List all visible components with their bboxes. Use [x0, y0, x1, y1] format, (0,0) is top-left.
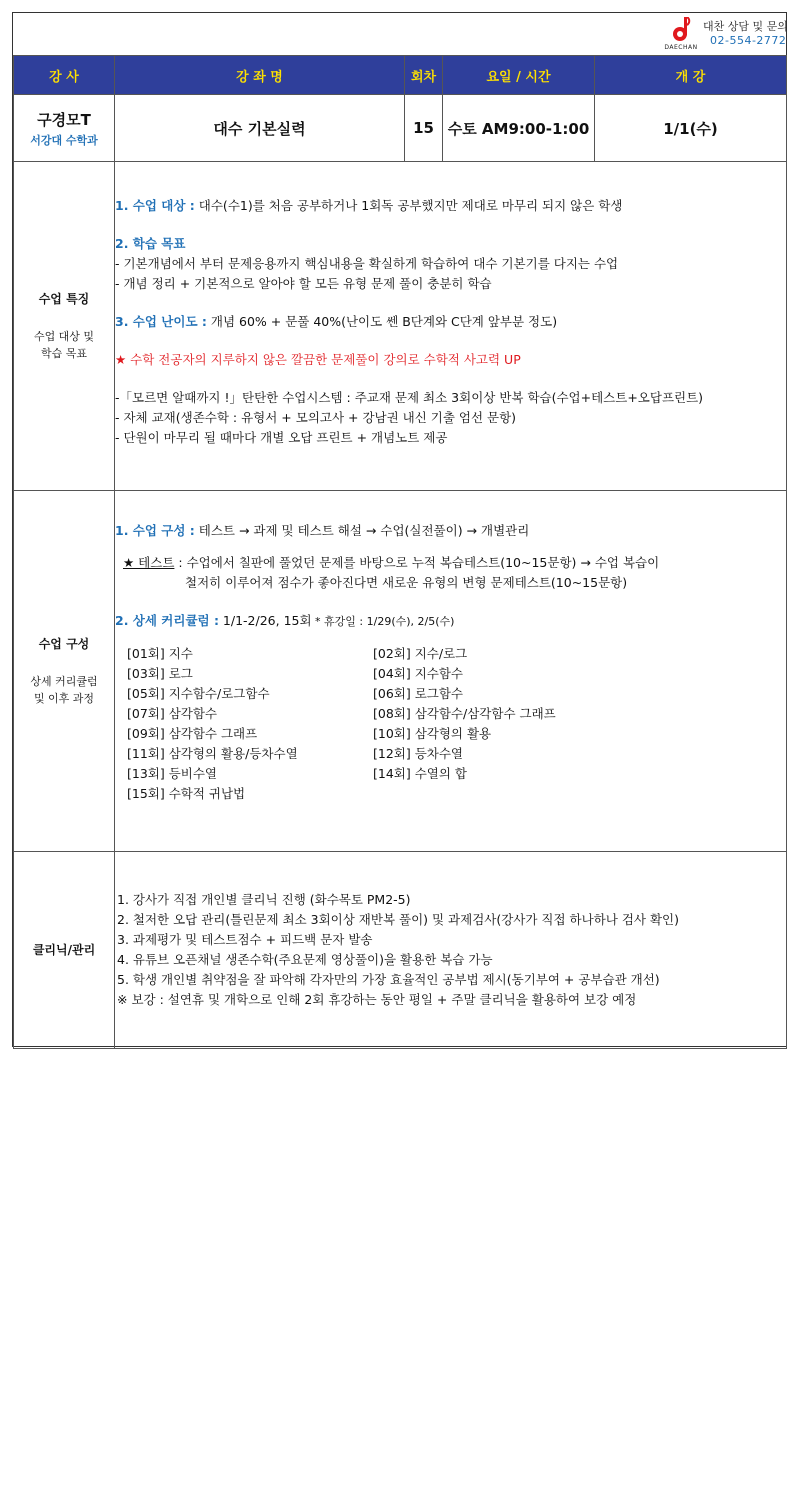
daechan-logo-icon [671, 17, 691, 43]
list-item: [09회] 삼각함수 그래프 [127, 726, 258, 741]
list-item: [04회] 지수함수 [373, 666, 464, 681]
list-item: [01회] 지수 [127, 646, 193, 661]
difficulty-label: 3. 수업 난이도 : [115, 314, 207, 329]
instructor-school: 서강대 수학과 [30, 133, 98, 147]
clinic-item: ※ 보강 : 설연휴 및 개학으로 인해 2회 휴강하는 동안 평일 + 주말 클리닉을 활용하여 보강 예정 [117, 992, 637, 1007]
list-item: [11회] 삼각형의 활용/등차수열 [127, 746, 298, 761]
clinic-item: 3. 과제평가 및 테스트점수 + 피드백 문자 발송 [117, 932, 373, 947]
system-line-2: - 자체 교재(생존수학 : 유형서 + 모의고사 + 강남권 내신 기출 엄선 문항) [115, 410, 517, 425]
contact-phone[interactable]: 02-554-2772 [710, 34, 787, 47]
clinic-item: 1. 강사가 직접 개인별 클리닉 진행 (화수목토 PM2-5) [117, 892, 411, 907]
clinic-item: 5. 학생 개인별 취약점을 잘 파악해 각자만의 가장 효율적인 공부법 제시(동기부여 + 공부습관 개선) [117, 972, 660, 987]
list-item: [05회] 지수함수/로그함수 [127, 686, 270, 701]
clinic-title: 클리닉/관리 [32, 942, 96, 957]
list-item: [15회] 수학적 귀납법 [127, 786, 246, 801]
col-course: 강 좌 명 [115, 56, 405, 95]
holiday-text: * 휴강일 : 1/29(수), 2/5(수) [311, 615, 455, 628]
clinic-item: 2. 철저한 오답 관리(틀린문제 최소 3회이상 재반복 풀이) 및 과제검사(강사가 직접 하나하나 검사 확인) [117, 912, 679, 927]
compose-text: 테스트 → 과제 및 테스트 해설 → 수업(실전풀이) → 개별관리 [194, 523, 530, 538]
course-row [14, 95, 787, 162]
features-subtitle-2: 학습 목표 [40, 346, 87, 360]
clinic-side [14, 852, 115, 1049]
goal-line-1: - 기본개념에서 부터 문제응용까지 핵심내용을 확실하게 학습하여 대수 기본기를 다지는 수업 [115, 256, 619, 271]
features-content [115, 162, 787, 491]
test-label: ★ 테스트 [123, 555, 175, 570]
structure-title: 수업 구성 [38, 636, 90, 651]
list-item: [02회] 지수/로그 [373, 646, 468, 661]
difficulty-line [115, 312, 786, 332]
test-text-1: : 수업에서 칠판에 풀었던 문제를 바탕으로 누적 복습테스트(10~15문항) → 수업 복습이 [174, 555, 660, 570]
curriculum-label: 2. 상세 커리큘럼 : [115, 613, 219, 628]
goal-label: 2. 학습 목표 [115, 236, 186, 251]
logo-text: DAECHAN [664, 44, 698, 51]
clinic-item: 4. 유튜브 오픈채널 생존수학(주요문제 영상풀이)을 활용한 복습 가능 [117, 952, 493, 967]
highlight-line: ★ 수학 전공자의 지루하지 않은 깔끔한 문제풀이 강의로 수학적 사고력 UP [115, 352, 521, 367]
clinic-content [115, 852, 787, 1049]
list-item: [14회] 수열의 합 [373, 766, 467, 781]
course-start: 1/1(수) [595, 95, 787, 162]
test-line-2: 철저히 이루어져 점수가 좋아진다면 새로운 유형의 변형 문제테스트(10~15문항) [185, 575, 628, 590]
instructor-cell [14, 95, 115, 162]
list-item: [12회] 등차수열 [373, 746, 464, 761]
difficulty-text: 개념 60% + 문풀 40%(난이도 쎈 B단계와 C단계 앞부분 정도) [206, 314, 558, 329]
course-sessions: 15 [405, 95, 443, 162]
system-line-3: - 단원이 마무리 될 때마다 개별 오답 프린트 + 개념노트 제공 [115, 430, 448, 445]
list-item: [08회] 삼각함수/삼각함수 그래프 [373, 706, 556, 721]
compose-line [115, 521, 786, 541]
col-sessions: 회차 [405, 56, 443, 95]
course-name: 대수 기본실력 [115, 95, 405, 162]
compose-label: 1. 수업 구성 : [115, 523, 195, 538]
features-side [14, 162, 115, 491]
target-text: 대수(수1)를 처음 공부하거나 1회독 공부했지만 제대로 마무리 되지 않은 학생 [194, 198, 623, 213]
top-bar [13, 13, 786, 55]
list-item: [13회] 등비수열 [127, 766, 218, 781]
structure-subtitle-1: 상세 커리큘럼 [30, 674, 98, 688]
test-line-1 [115, 553, 786, 573]
structure-content [115, 491, 787, 852]
course-table [13, 55, 787, 1049]
target-label: 1. 수업 대상 : [115, 198, 195, 213]
list-item [373, 784, 573, 804]
target-line [115, 196, 786, 216]
list-item: [06회] 로그함수 [373, 686, 464, 701]
curriculum-text: 1/1-2/26, 15회 [218, 613, 312, 628]
structure-subtitle-2: 및 이후 과정 [33, 691, 95, 705]
features-title: 수업 특징 [38, 291, 90, 306]
clinic-row [14, 852, 787, 1049]
curriculum-list [115, 644, 786, 804]
features-subtitle-1: 수업 대상 및 [33, 329, 95, 343]
course-schedule: 수토 AM9:00-1:00 [443, 95, 595, 162]
daechan-logo [662, 17, 700, 53]
system-line-1: -「모르면 알때까지 !」탄탄한 수업시스템 : 주교재 문제 최소 3회이상 반복 학습(수업+테스트+오답프린트) [115, 390, 704, 405]
col-schedule: 요일 / 시간 [443, 56, 595, 95]
col-start: 개 강 [595, 56, 787, 95]
contact-label: 대찬 상담 및 문의 [703, 20, 788, 33]
table-header-row [14, 56, 787, 95]
list-item: [07회] 삼각함수 [127, 706, 218, 721]
schedule-sheet [12, 12, 787, 1047]
features-row [14, 162, 787, 491]
instructor-name: 구경모T [37, 110, 91, 129]
list-item: [03회] 로그 [127, 666, 193, 681]
curriculum-line [115, 611, 786, 632]
structure-side [14, 491, 115, 852]
goal-line-2: - 개념 정리 + 기본적으로 알아야 할 모든 유형 문제 풀이 충분히 학습 [115, 276, 492, 291]
list-item: [10회] 삼각형의 활용 [373, 726, 492, 741]
structure-row [14, 491, 787, 852]
col-instructor: 강 사 [14, 56, 115, 95]
